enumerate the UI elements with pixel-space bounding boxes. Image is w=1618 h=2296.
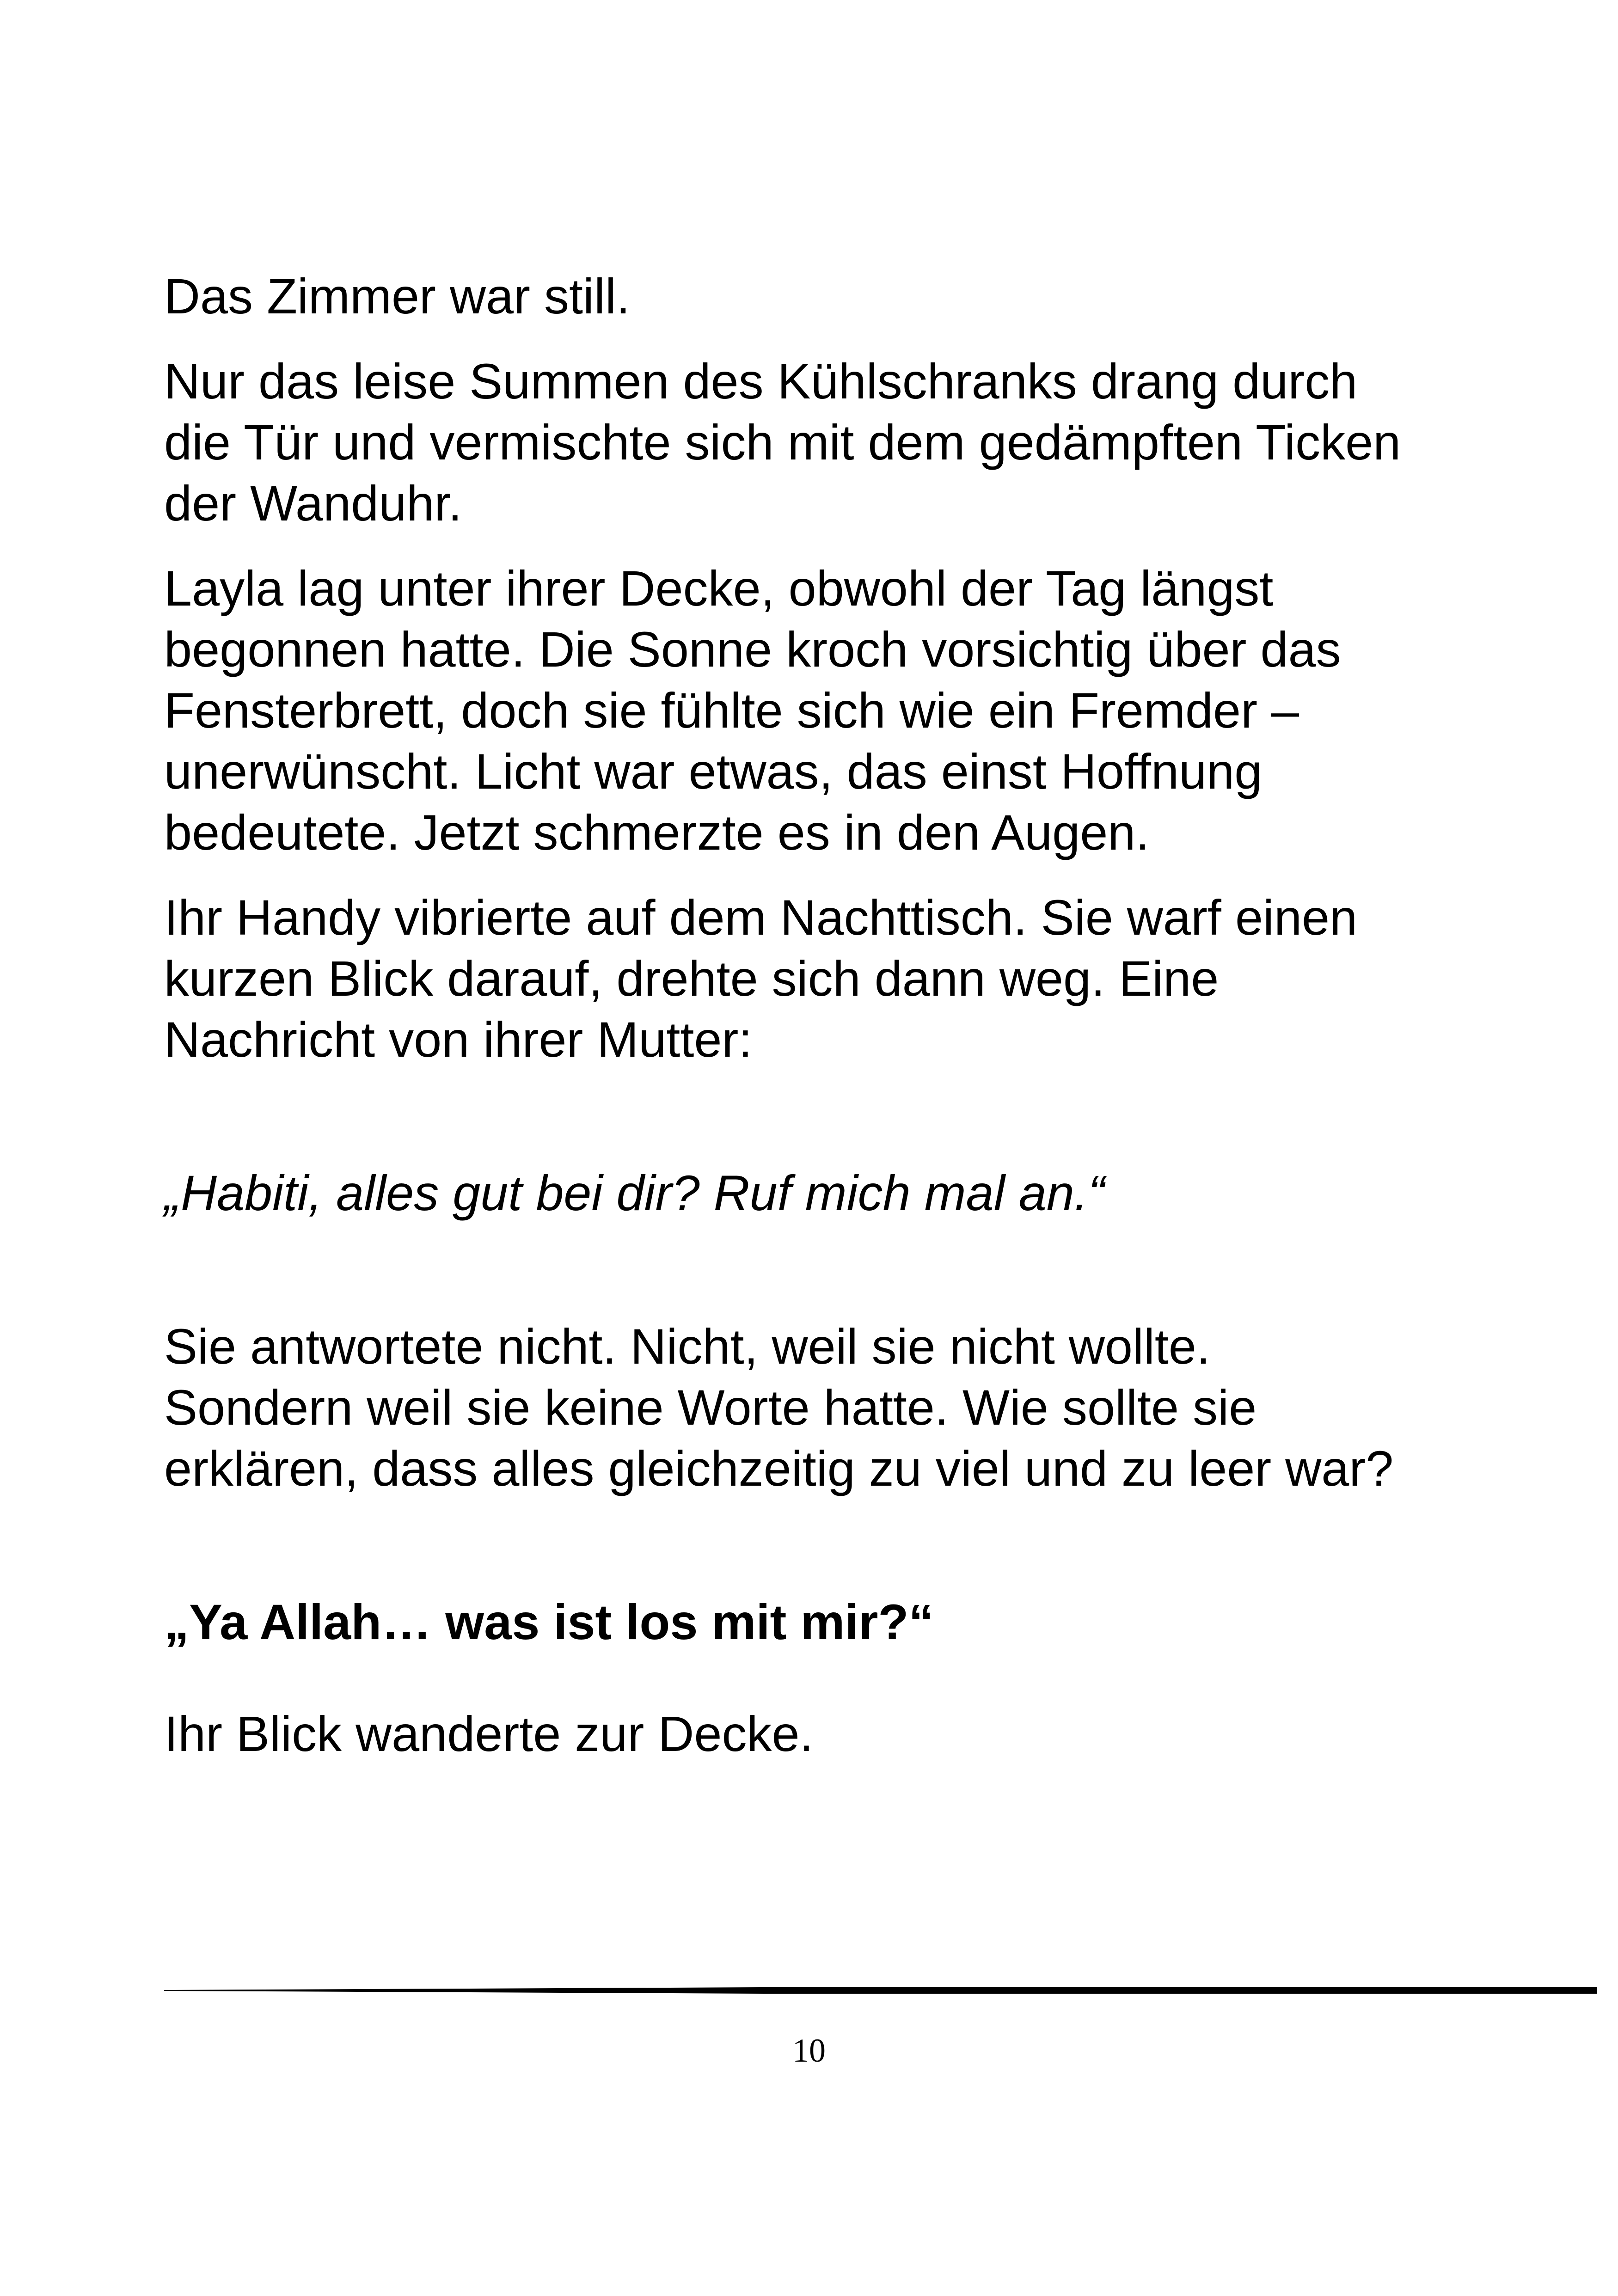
paragraph-3: Layla lag unter ihrer Decke, obwohl der Tag längst begonnen hatte. Die Sonne kroch vorsichtig über das Fensterbrett, doch sie fühlte sich wie ein Fremder – unerwünscht. Licht war etwas, das einst Hoffnung bedeutete. Jetzt schmerzte es in den Augen. <box>164 560 1341 860</box>
paragraph-2: Nur das leise Summen des Kühlschranks drang durch die Tür und vermischte sich mit dem gedämpften Ticken der Wanduhr. <box>164 353 1401 531</box>
body-text <box>164 266 1412 1788</box>
page-number: 10 <box>792 2032 826 2069</box>
paragraph-4: Ihr Handy vibrierte auf dem Nachttisch. Sie warf einen kurzen Blick darauf, drehte sich dann weg. Eine Nachricht von ihrer Mutter: <box>164 889 1358 1067</box>
message-quote: „Habiti, alles gut bei dir? Ruf mich mal an.“ <box>164 1165 1105 1221</box>
paragraph-6: Ihr Blick wanderte zur Decke. <box>164 1706 814 1762</box>
paragraph-1: Das Zimmer war still. <box>164 268 631 324</box>
footer-divider <box>164 1985 1597 1996</box>
paragraph-5: Sie antwortete nicht. Nicht, weil sie nicht wollte. Sondern weil sie keine Worte hatte. Wie sollte sie erklären, dass alles gleichzeitig zu viel und zu leer war? <box>164 1318 1394 1496</box>
exclamation-quote: „Ya Allah… was ist los mit mir?“ <box>164 1594 934 1650</box>
